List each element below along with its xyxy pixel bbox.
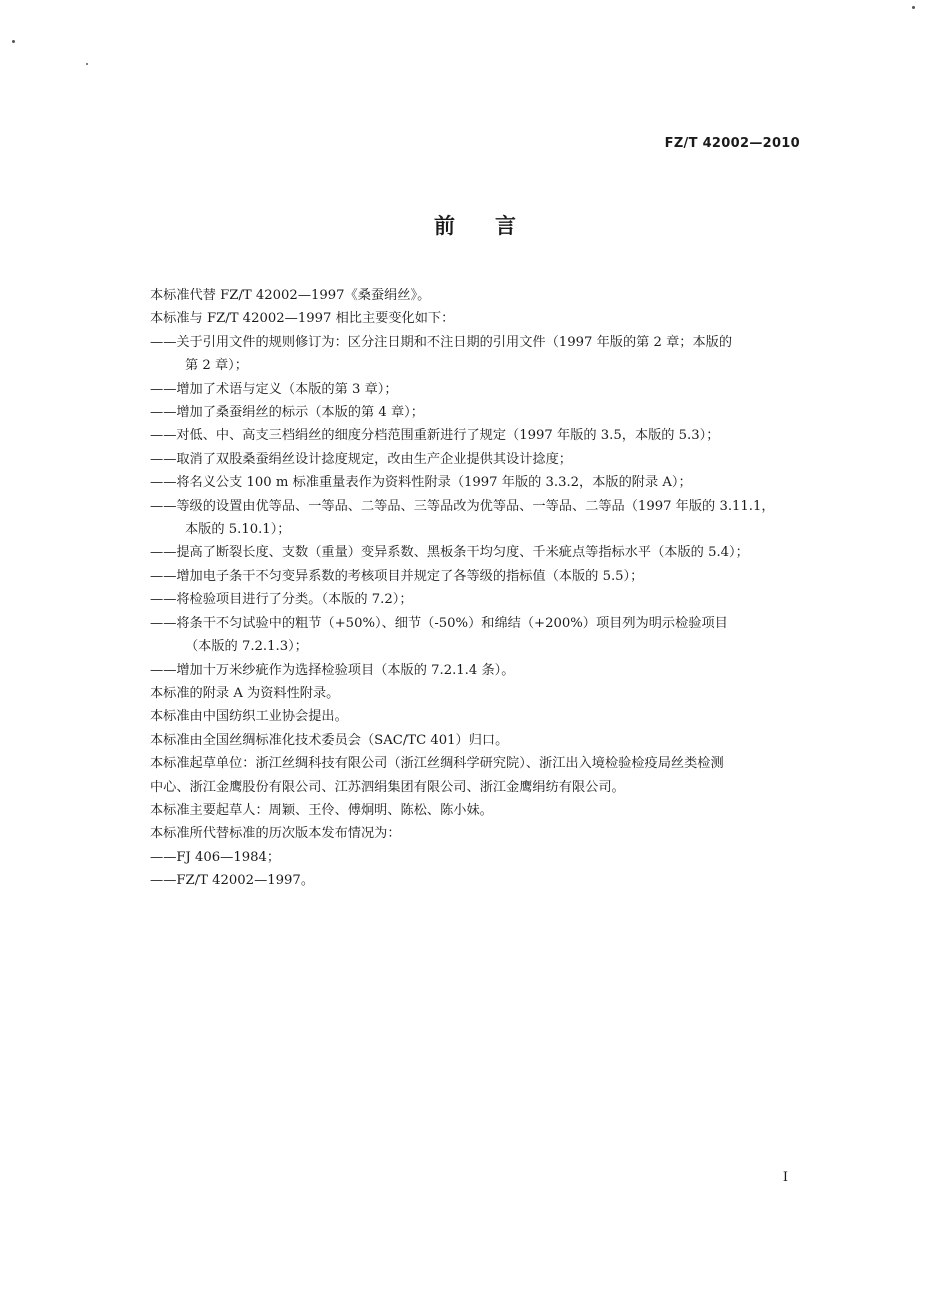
list-item-continuation: （本版的 7.2.1.3）； <box>185 639 308 655</box>
paragraph: 本标准由全国丝绸标准化技术委员会（SAC/TC 401）归口。 <box>150 732 509 748</box>
list-item: ——关于引用文件的规则修订为：区分注日期和不注日期的引用文件（1997 年版的第 2 章；本版的 <box>150 334 733 350</box>
list-item: ——FZ/T 42002—1997。 <box>150 873 315 889</box>
list-item: ——将名义公支 100 m 标准重量表作为资料性附录（1997 年版的 3.3.2，本版的附录 A）； <box>150 475 692 491</box>
paragraph-continuation: 中心、浙江金鹰股份有限公司、江苏泗绢集团有限公司、浙江金鹰绢纺有限公司。 <box>150 779 625 795</box>
scan-speck <box>912 6 915 9</box>
paragraph: 本标准主要起草人：周颖、王伶、傅炯明、陈松、陈小妹。 <box>150 802 493 818</box>
list-item-continuation: 本版的 5.10.1）； <box>185 522 291 538</box>
list-item: ——等级的设置由优等品、一等品、二等品、三等品改为优等品、一等品、二等品（1997 年版的 3.11.1， <box>150 498 775 514</box>
paragraph: 本标准由中国纺织工业协会提出。 <box>150 709 348 725</box>
list-item: ——FJ 406—1984； <box>150 849 281 865</box>
list-item: ——增加了桑蚕绢丝的标示（本版的第 4 章）； <box>150 405 424 421</box>
paragraph: 本标准的附录 A 为资料性附录。 <box>150 685 340 701</box>
list-item: ——将检验项目进行了分类。（本版的 7.2）； <box>150 592 413 608</box>
standard-number: FZ/T 42002—2010 <box>664 136 800 151</box>
list-item-continuation: 第 2 章）； <box>185 358 248 374</box>
page-title: 前言 <box>434 214 556 238</box>
foreword-body <box>150 284 802 893</box>
scan-speck <box>12 40 15 43</box>
paragraph: 本标准所代替标准的历次版本发布情况为： <box>150 826 401 842</box>
list-item: ——对低、中、高支三档绢丝的细度分档范围重新进行了规定（1997 年版的 3.5，本版的 5.3）； <box>150 428 720 444</box>
list-item: ——增加了术语与定义（本版的第 3 章）； <box>150 381 398 397</box>
list-item: ——将条干不匀试验中的粗节（+50%）、细节（-50%）和绵结（+200%）项目列为明示检验项目 <box>150 615 728 631</box>
scan-speck <box>86 63 88 65</box>
paragraph: 本标准与 FZ/T 42002—1997 相比主要变化如下： <box>150 311 455 327</box>
list-item: ——提高了断裂长度、支数（重量）变异系数、黑板条干均匀度、千米疵点等指标水平（本版的 5.4）； <box>150 545 749 561</box>
list-item: ——取消了双股桑蚕绢丝设计捻度规定，改由生产企业提供其设计捻度； <box>150 451 572 467</box>
paragraph: 本标准起草单位：浙江丝绸科技有限公司（浙江丝绸科学研究院）、浙江出入境检验检疫局丝类检测 <box>150 756 724 772</box>
list-item: ——增加电子条干不匀变异系数的考核项目并规定了各等级的指标值（本版的 5.5）； <box>150 568 644 584</box>
list-item: ——增加十万米纱疵作为选择检验项目（本版的 7.2.1.4 条）。 <box>150 662 515 678</box>
paragraph: 本标准代替 FZ/T 42002—1997《桑蚕绢丝》。 <box>150 288 431 303</box>
page-number: I <box>782 1170 788 1185</box>
